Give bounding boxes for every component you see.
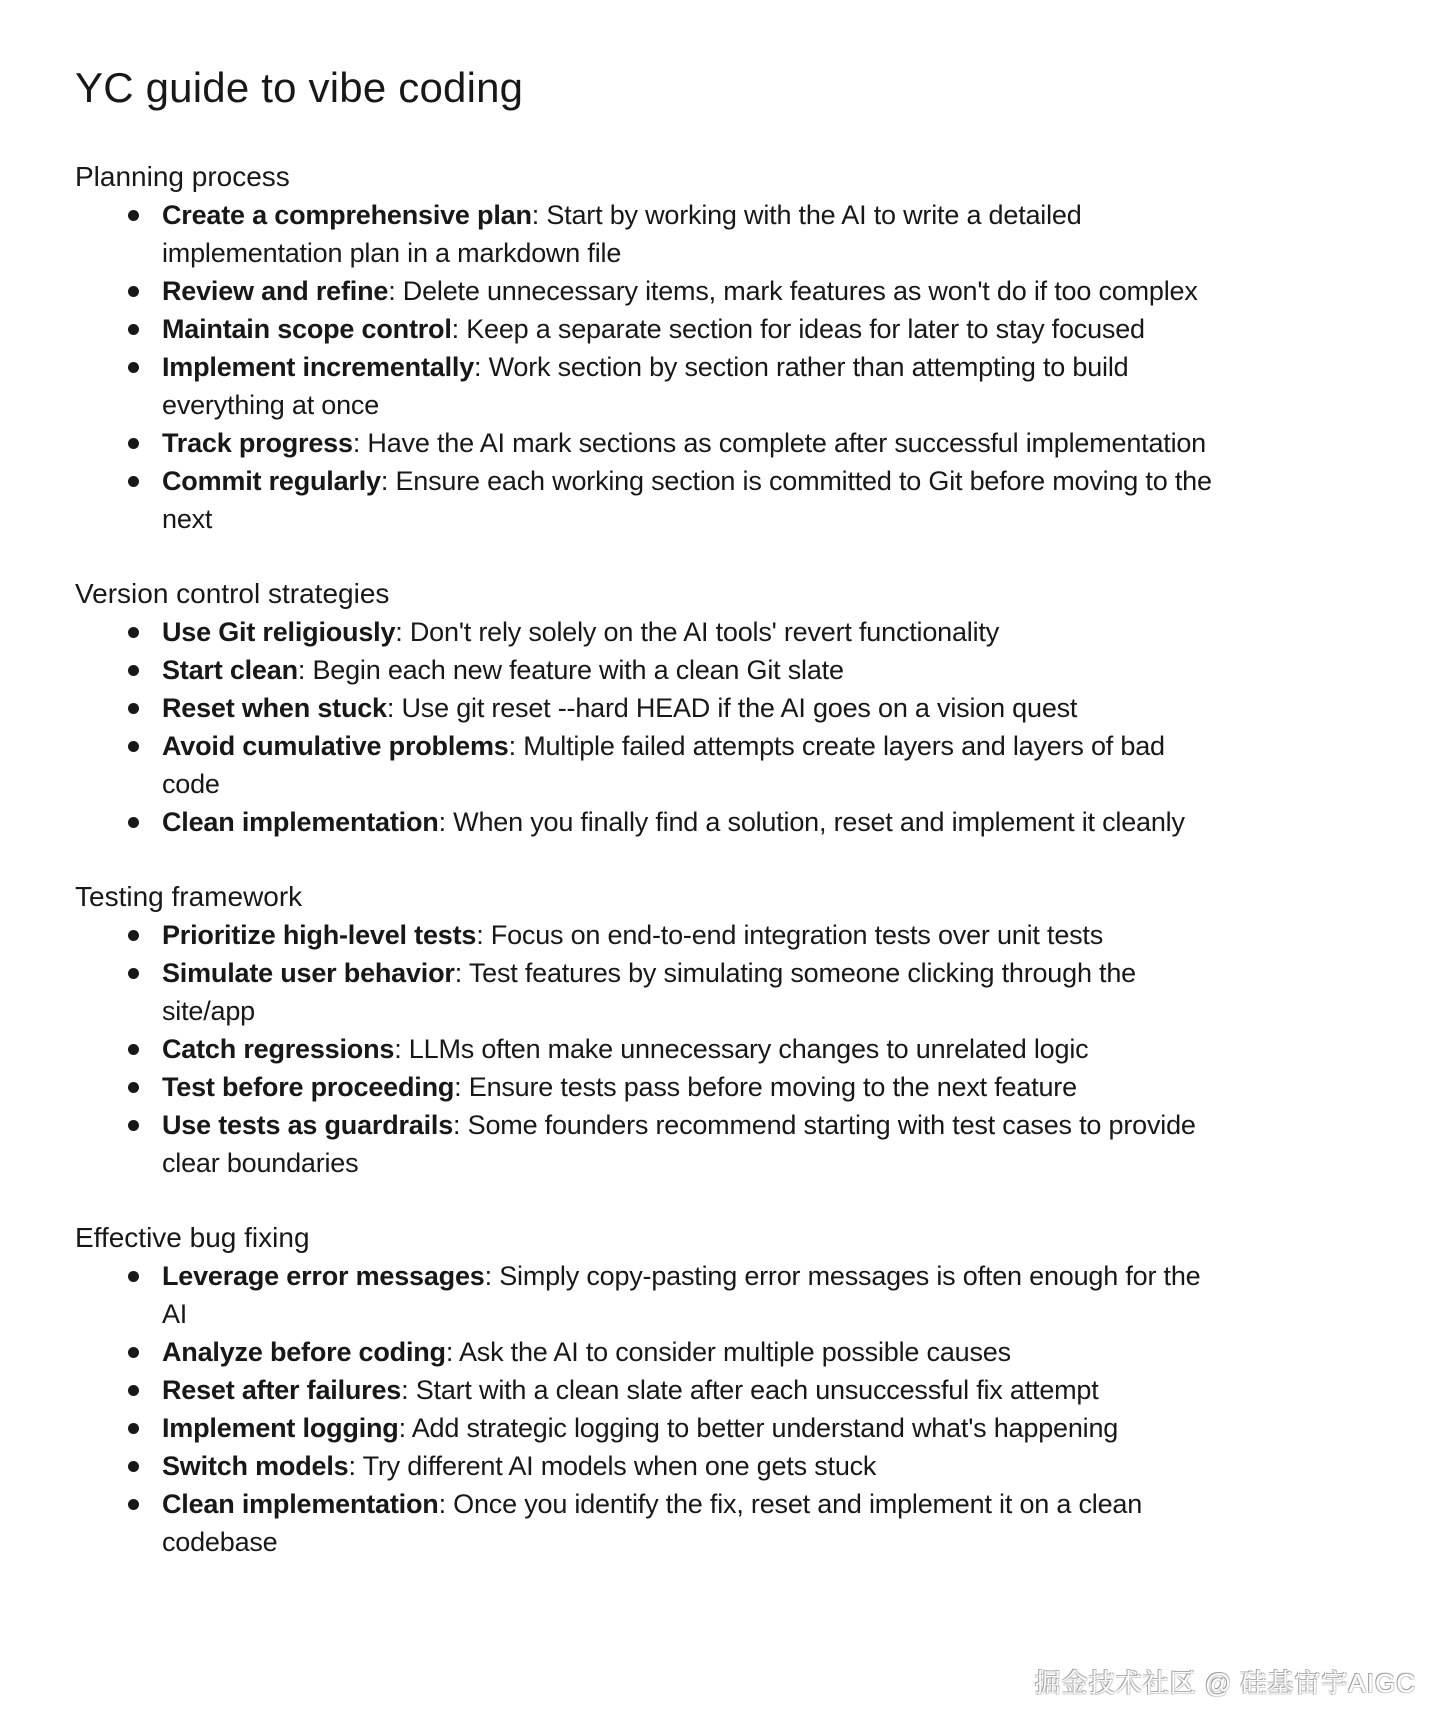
- list-item: [75, 272, 1215, 310]
- section-heading: Effective bug fixing: [75, 1222, 310, 1253]
- list-item: [75, 1068, 1215, 1106]
- section-bug-fixing: [75, 1219, 1412, 1561]
- item-lead: Avoid cumulative problems: [162, 731, 509, 761]
- item-lead: Implement logging: [162, 1413, 399, 1443]
- item-rest: : Ask the AI to consider multiple possible causes: [445, 1337, 1011, 1367]
- list-item: [75, 196, 1215, 272]
- list-item: [75, 651, 1215, 689]
- item-rest: : Focus on end-to-end integration tests over unit tests: [476, 920, 1104, 950]
- item-rest: : Once you identify the fix, reset and implement it on a clean codebase: [162, 1489, 1143, 1557]
- section-heading: Planning process: [75, 161, 290, 192]
- document-title: YC guide to vibe coding: [75, 64, 524, 111]
- item-rest: : Add strategic logging to better understand what's happening: [398, 1413, 1119, 1443]
- list-item: [75, 1030, 1215, 1068]
- item-lead: Reset after failures: [162, 1375, 402, 1405]
- item-rest: : Try different AI models when one gets stuck: [348, 1451, 877, 1481]
- item-rest: : Ensure each working section is committed to Git before moving to the next: [162, 466, 1212, 534]
- list-item: [75, 1371, 1215, 1409]
- item-lead: Clean implementation: [162, 1489, 439, 1519]
- item-rest: : Test features by simulating someone clicking through the site/app: [162, 958, 1136, 1026]
- item-rest: : Start by working with the AI to write a detailed implementation plan in a markdown file: [162, 200, 1082, 268]
- list-item: [75, 1257, 1215, 1333]
- section-heading: Version control strategies: [75, 578, 390, 609]
- item-lead: Use tests as guardrails: [162, 1110, 454, 1140]
- item-lead: Implement incrementally: [162, 352, 475, 382]
- item-lead: Use Git religiously: [162, 617, 396, 647]
- list-item: [75, 1485, 1215, 1561]
- list-item: [75, 613, 1215, 651]
- item-rest: : Some founders recommend starting with test cases to provide clear boundaries: [162, 1110, 1196, 1178]
- section-heading: Testing framework: [75, 881, 303, 912]
- list-item: [75, 424, 1215, 462]
- item-rest: : Have the AI mark sections as complete after successful implementation: [352, 428, 1207, 458]
- item-rest: : Work section by section rather than attempting to build everything at once: [162, 352, 1129, 420]
- item-lead: Review and refine: [162, 276, 389, 306]
- watermark: 掘金技术社区 @ 硅基宙宇AIGC: [1034, 1668, 1416, 1698]
- list-item: [75, 1447, 1215, 1485]
- item-rest: : When you finally find a solution, reset and implement it cleanly: [438, 807, 1185, 837]
- bullet-list: [75, 916, 1215, 1182]
- list-item: [75, 462, 1215, 538]
- section-planning-process: [75, 158, 1412, 538]
- item-lead: Maintain scope control: [162, 314, 452, 344]
- item-rest: : Begin each new feature with a clean Git slate: [297, 655, 844, 685]
- item-lead: Leverage error messages: [162, 1261, 485, 1291]
- item-lead: Commit regularly: [162, 466, 381, 496]
- item-lead: Track progress: [162, 428, 353, 458]
- list-item: [75, 310, 1215, 348]
- item-lead: Switch models: [162, 1451, 349, 1481]
- item-rest: : Use git reset --hard HEAD if the AI goes on a vision quest: [386, 693, 1078, 723]
- item-lead: Test before proceeding: [162, 1072, 455, 1102]
- item-rest: : LLMs often make unnecessary changes to unrelated logic: [394, 1034, 1089, 1064]
- item-rest: : Multiple failed attempts create layers and layers of bad code: [162, 731, 1165, 799]
- section-testing-framework: [75, 878, 1412, 1182]
- list-item: [75, 348, 1215, 424]
- list-item: [75, 916, 1215, 954]
- list-item: [75, 1333, 1215, 1371]
- list-item: [75, 727, 1215, 803]
- bullet-list: [75, 1257, 1215, 1561]
- item-lead: Reset when stuck: [162, 693, 387, 723]
- item-lead: Simulate user behavior: [162, 958, 455, 988]
- item-lead: Analyze before coding: [162, 1337, 446, 1367]
- section-version-control: [75, 575, 1412, 841]
- list-item: [75, 803, 1215, 841]
- list-item: [75, 689, 1215, 727]
- item-lead: Start clean: [162, 655, 298, 685]
- item-rest: : Start with a clean slate after each unsuccessful fix attempt: [401, 1375, 1099, 1405]
- list-item: [75, 1106, 1215, 1182]
- bullet-list: [75, 613, 1215, 841]
- list-item: [75, 1409, 1215, 1447]
- item-rest: : Simply copy-pasting error messages is often enough for the AI: [162, 1261, 1201, 1329]
- item-rest: : Don't rely solely on the AI tools' revert functionality: [395, 617, 999, 647]
- item-lead: Create a comprehensive plan: [162, 200, 532, 230]
- item-rest: : Delete unnecessary items, mark features as won't do if too complex: [388, 276, 1198, 306]
- item-rest: : Ensure tests pass before moving to the next feature: [454, 1072, 1077, 1102]
- item-lead: Prioritize high-level tests: [162, 920, 477, 950]
- list-item: [75, 954, 1215, 1030]
- item-rest: : Keep a separate section for ideas for later to stay focused: [451, 314, 1145, 344]
- item-lead: Catch regressions: [162, 1034, 395, 1064]
- item-lead: Clean implementation: [162, 807, 439, 837]
- bullet-list: [75, 196, 1215, 538]
